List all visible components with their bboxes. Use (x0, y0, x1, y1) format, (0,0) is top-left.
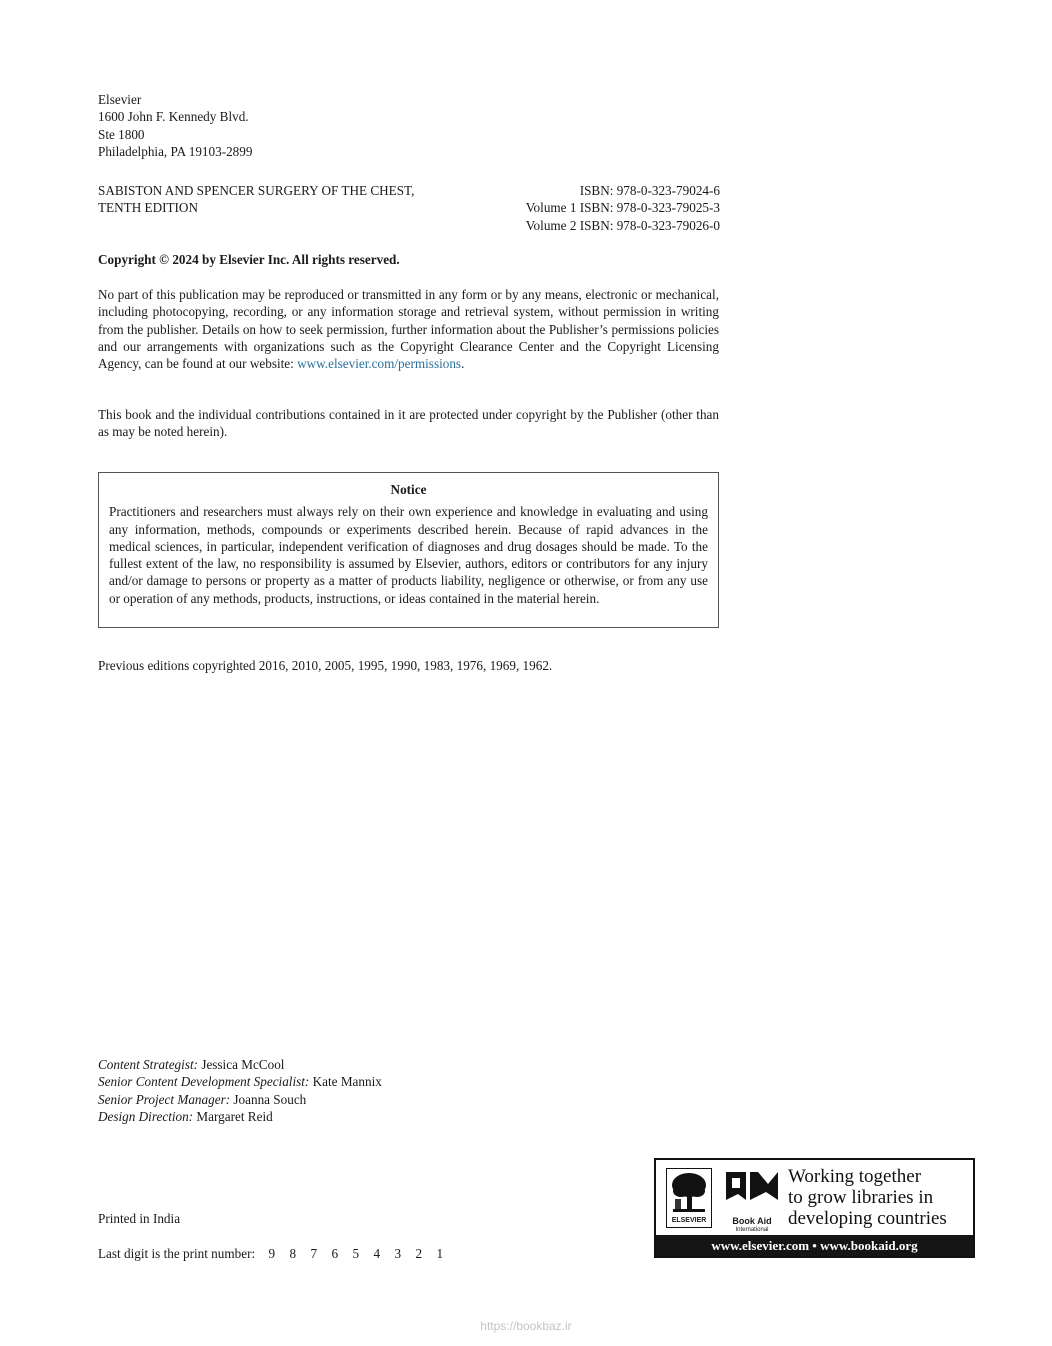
credit-role: Senior Project Manager: (98, 1091, 231, 1107)
print-digit: 1 (436, 1246, 444, 1261)
credit-line (98, 1108, 382, 1125)
slogan-line: to grow libraries in (788, 1187, 934, 1208)
reproduction-paragraph (98, 286, 719, 372)
address-line: Philadelphia, PA 19103-2899 (98, 143, 253, 159)
print-digit: 7 (310, 1246, 318, 1261)
print-numbers (268, 1246, 457, 1261)
book-title-line: TENTH EDITION (98, 200, 198, 216)
elsevier-logo (666, 1168, 712, 1228)
print-number-label: Last digit is the print number: (98, 1246, 256, 1261)
isbn-block (440, 182, 720, 234)
elsevier-logo-text: ELSEVIER (671, 1217, 707, 1224)
bookaid-logo-subtext: International (735, 1227, 769, 1233)
bookaid-slogan (788, 1166, 970, 1229)
notice-body: Practitioners and researchers must always rely on their own experience and knowledge in evaluating and using any information, methods, compounds or experiments described herein. Because of rapid advances in the medical sciences, in particular, independent verification of diagnoses and drug dosages should be made. To the fullest extent of the law, no responsibility is assumed by Elsevier, authors, editors or contributors for any injury and/or damage to persons or property as a matter of products liability, negligence or otherwise, or from any use or operation of any methods, products, instructions, or ideas contained in the material herein. (109, 504, 708, 606)
bookaid-logo-text: Book Aid (732, 1216, 772, 1226)
print-number-line (98, 1245, 457, 1262)
bookaid-urls: www.elsevier.com • www.bookaid.org (656, 1235, 973, 1256)
credit-line (98, 1073, 382, 1090)
notice-title: Notice (390, 482, 427, 497)
reproduction-end: . (461, 356, 465, 372)
book-title-line: SABISTON AND SPENCER SURGERY OF THE CHEST, (98, 183, 415, 198)
bookaid-banner-top (656, 1160, 973, 1236)
credit-name: Jessica McCool (198, 1057, 285, 1072)
credit-role: Senior Content Development Specialist: (98, 1074, 310, 1090)
credit-line (98, 1091, 382, 1108)
credit-line (98, 1056, 382, 1073)
notice-box (98, 472, 719, 628)
print-digit: 9 (268, 1246, 276, 1261)
protection-paragraph: This book and the individual contributions contained in it are protected under copyright by the Publisher (other than as may be noted herein). (98, 407, 719, 440)
print-digit: 5 (352, 1246, 360, 1261)
credits-list (98, 1056, 382, 1125)
slogan-line: developing countries (788, 1208, 947, 1229)
printed-in: Printed in India (98, 1211, 181, 1226)
bookaid-logo (724, 1168, 780, 1233)
bookaid-banner (654, 1158, 975, 1258)
book-aid-icon (724, 1168, 780, 1204)
address-line: Ste 1800 (98, 126, 145, 142)
credit-role: Content Strategist: (98, 1057, 199, 1072)
previous-editions: Previous editions copyrighted 2016, 2010, 2005, 1995, 1990, 1983, 1976, 1969, 1962. (98, 658, 553, 673)
isbn-line: Volume 2 ISBN: 978-0-323-79026-0 (525, 217, 720, 233)
credit-name: Joanna Souch (230, 1091, 307, 1107)
publisher-address (98, 91, 498, 160)
address-line: Elsevier (98, 92, 142, 107)
credit-name: Margaret Reid (193, 1108, 273, 1124)
print-digit: 6 (331, 1246, 339, 1261)
credit-role: Design Direction: (98, 1108, 194, 1124)
watermark: https://bookbaz.ir (480, 1319, 572, 1333)
slogan-line: Working together (788, 1166, 922, 1187)
print-digit: 2 (415, 1246, 423, 1261)
elsevier-tree-icon (667, 1169, 711, 1215)
address-line: 1600 John F. Kennedy Blvd. (98, 109, 249, 125)
print-digit: 4 (373, 1246, 381, 1261)
reproduction-text: No part of this publication may be reproduced or transmitted in any form or by any means, electronic or mechanical, including photocopying, recording, or any information storage and retrieval system, without permission in writing from the publisher. Details on how to seek permission, further information about the Publisher’s permissions policies and our arrangements with organizations such as the Copyright Clearance Center and the Copyright Licensing Agency, can be found at our website: (98, 287, 719, 372)
copyright-statement: Copyright © 2024 by Elsevier Inc. All rights reserved. (98, 252, 400, 267)
permissions-link[interactable]: www.elsevier.com/permissions (297, 356, 462, 372)
print-digit: 3 (394, 1246, 402, 1261)
isbn-line: ISBN: 978-0-323-79024-6 (579, 183, 720, 198)
print-digit: 8 (289, 1246, 297, 1261)
credit-name: Kate Mannix (309, 1074, 382, 1090)
book-title (98, 182, 458, 217)
isbn-line: Volume 1 ISBN: 978-0-323-79025-3 (525, 200, 720, 216)
